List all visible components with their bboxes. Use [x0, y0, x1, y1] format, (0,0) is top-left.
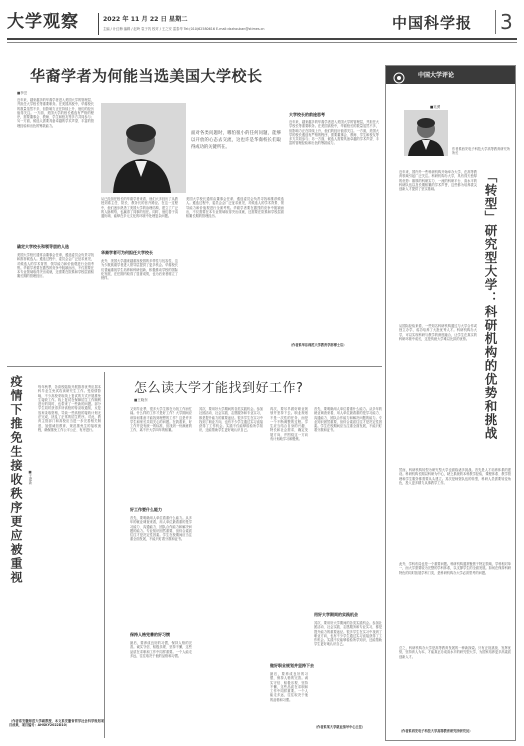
- top-article-col3: 美国大学校长通常由董事会任命，遴选委员会负责寻找和推荐候选人。遴选过程中，委员会会广泛征求意见，对候选人的学术背景、领导能力和价值观进行全面考察。华裔学者要在激烈的竞争中脱颖而出，不仅需要在本专业领域取得突出成就，还需要在院系和学校层面积累长期的管理经历。: [186, 197, 284, 219]
- bottom-article-subhead-1: 好工作要什么能力: [130, 507, 162, 512]
- vertical-body-1: 每年秋季，各高校陆续开展推荐优秀应届本科毕业生免试攻读研究生工作。受疫情影响，不少高校采取线上复试的方式开展推免生接收工作。线上复试在保障招生工作顺利进行的同时，也带来了一些新的问题。部分学生同时获得多所高校的待录取通知，反复放弃录取资格，导致一些高校的接收计划无法完成，扰乱了正常的招生秩序。对此，教育主管部门和高校应当进一步完善相关制度，加强诚信教育，规范推免生的接收流程，确保推免工作公平公正、有序进行。: [38, 385, 101, 432]
- column-body-3: 然而，科研机构转型为研究型大学也面临诸多挑战。首先是人才培养体系的建设。科研机构长期以科研为中心，缺乏系统的本科教学经验，课程体系、教学管理和学生服务都需要从头建立。其次是师资队伍的转型，科研人员需要转变角色，投入更多精力从事教学工作。: [399, 468, 511, 485]
- bottom-article-col4-a: 首先，要明确用人单位看重什么能力。从多年的就业调查来看，用人单位最看重的是学习能力、沟通能力、团队合作能力和解决问题的能力。专业知识固然重要，但综合素质往往才是决定性因素。学生在校期间应当注重全面发展，不能只盯着分数和证书。: [314, 407, 382, 433]
- bottom-article-subhead-3: 做好职业规划并坚持下去: [270, 663, 314, 668]
- column-body-2: 从国际经验来看，一些知名科研机构通过与大学合作或独立办学，成功培养了大批优秀人才。科研机构办大学，可以实现科研与教学的深度融合，让学生在真实的科研环境中成长，这是传统大学难以比拟的优势。: [399, 324, 477, 341]
- paper-name: 中国科学报: [392, 14, 473, 32]
- vertical-byline: ■王建新: [28, 470, 32, 485]
- column-emblem-icon: [393, 69, 405, 81]
- masthead-divider: [98, 13, 99, 35]
- top-article-col4: 近年来，越来越多的华裔学者进入美国大学的管理层，并担任大学校长等重要职务。在美国高校中，华裔校长的数量虽然不多，但影响力正在持续上升，他们的经历值得关注。一方面，美国大学的校长遴选有严格的程序，需要董事会、教师、学生和校友等多方共同参与；另一方面，候选人需要具备卓越的学术声望、丰富的管理经验和出色的筹款能力。: [289, 120, 379, 146]
- column-author-photo: [404, 110, 448, 156]
- column-label: 中国大学评论: [418, 72, 455, 79]
- bottom-article-byline: ■王晓东: [134, 398, 148, 402]
- bottom-article-col3-a: 再次，要尽早做好职业规划并坚持下去。职业规划不是一次性的任务，而是一个不断调整的过程。学生应当结合自身的兴趣、特长和社会需求，确定发展方向，并围绕这一方向有计划地学习和锻炼。: [270, 407, 308, 442]
- vertical-divider: [104, 372, 105, 738]
- page-number: 3: [495, 10, 522, 34]
- bottom-article-subhead-4: 保持人格完善的好习惯: [130, 632, 170, 637]
- bottom-article-title: 怎么读大学才能找到好工作?: [134, 381, 304, 396]
- top-article-note: （作者系华东师范大学教育学部博士后）: [289, 343, 347, 347]
- top-article-byline: ■李芸: [17, 91, 28, 95]
- pull-quote: 面对各类问题时，哪怕很小的任何问题，能够以开放的心态去交流，这也许是华裔校长们取得成功的关键所在。: [191, 131, 281, 150]
- top-article-subhead-3: 大学校长的前途思考: [289, 112, 325, 117]
- top-article-title: 华裔学者为何能当选美国大学校长: [30, 67, 263, 85]
- top-article-col2-b: 此外，美国大学越来越重视校园的多样性与包容性，这为少数族裔学者进入领导层提供了更多机会。华裔校长们普遍重视学生培养和科研创新，积极推动学校的国际化发展，在任期内取得了显著成绩，也为后来者树立了榜样。: [101, 259, 178, 281]
- bottom-article-col1-c: 最后，要养成良好的习惯，保持人格的完善。诚实守信、积极乐观、坚持不懈，这些品质在求职和工作中同样重要。一个人能走多远，往往取决于他的品格和习惯。: [130, 641, 192, 658]
- top-article-col2: 从已经担任校长的华裔学者来看，他们大多经历了从教授到系主任、院长、教务长的晋升路径。在这一过程中，他们逐步熟悉了美国大学的治理结构，建立了广泛的人脉网络，也赢得了同事的信任。同时，他们善于沟通协调，能够在多元文化的环境中处理复杂问题。: [101, 197, 178, 219]
- bottom-article-col4-b: 其次，要用好大学期间的各类实践机会。参加社团活动、社会实践、志愿服务和专业实习，都是提升能力的重要途径。很多学生在实习中找到了职业方向，也有不少学生通过实习直接获得了工作机会。实践不仅能够检验所学知识，还能帮助学生更好地认识自己。: [314, 621, 382, 647]
- masthead-rule: [7, 38, 517, 40]
- column-note: （作者系西安电子科技大学高等教育研究所研究员）: [399, 729, 473, 733]
- top-article-col1-a: 近年来，越来越多的华裔学者进入美国大学的管理层，并担任大学校长等重要职务。在美国高校中，华裔校长的数量虽然不多，但影响力正在持续上升，他们的经历值得关注。一方面，美国大学的校长遴选有严格的程序，需要董事会、教师、学生和校友等多方共同参与；另一方面，候选人需要具备卓越的学术声望、丰富的管理经验和出色的筹款能力。: [17, 98, 94, 128]
- column-body-4: 此外，学科布局也是一个重要问题。科研机构通常聚焦于特定领域，学科相对单一，而大学需要较为完整的学科体系，以支撑学生的全面发展。如何在保持科研特色的同时拓展学科门类，是科研机构办大学必须思考的问题。: [399, 562, 511, 575]
- credit-line: 主编 / 计红梅 编辑 / 赵岭 袁子芮 校对 / 王之安 雷泰华 Tel:(010)62580616 E-mail:dxzhoukan@stimes.cn: [103, 27, 265, 31]
- section-title: 大学观察: [7, 12, 79, 32]
- column-title: 「转型」研究型大学：科研机构的优势和挑战: [483, 170, 498, 440]
- date-line: 2022 年 11 月 22 日 星期二: [103, 16, 188, 23]
- vertical-headline: 疫情下推免生接收秩序更应被重视: [9, 375, 23, 585]
- bottom-article-col1-b: 首先，要明确用人单位看重什么能力。从多年的就业调查来看，用人单位最看重的是学习能力、沟通能力、团队合作能力和解决问题的能力。专业知识固然重要，但综合素质往往才是决定性因素。学生在校期间应当注重全面发展，不能只盯着分数和证书。: [130, 516, 192, 542]
- vertical-note: （作者系安徽师范大学副教授，本文系安徽省哲学社会科学规划项目成果，项目编号：AHSKY2022D10）: [9, 719, 104, 728]
- column-body-1: 近年来，国内外一些科研机构开始举办大学，在高等教育领域引起广泛关注。科研机构办大学，具有得天独厚的优势：雄厚的科研实力、一流的科研平台、高水平的科研队伍以及长期积累的学术声誉，这些都为培养拔尖创新人才提供了坚实基础。: [399, 170, 477, 192]
- bottom-article-col3-b: 最后，要养成良好的习惯，保持人格的完善。诚实守信、积极乐观、坚持不懈，这些品质在求职和工作中同样重要。一个人能走多远，往往取决于他的品格和习惯。: [270, 672, 308, 702]
- masthead-rule-thin: [7, 42, 517, 43]
- bottom-article-note: （作者系某大学就业指导中心主任）: [314, 725, 365, 729]
- author-photo: [101, 103, 186, 193]
- bottom-article-col1-a: 又到毕业季，很多大学生都在为找工作而忙碌。什么样的工作才是好工作？大学期间应该如何准备才能找到理想的工作？这是许多学生和家长共同关心的问题。在我看来，好工作并没有统一的标准，但找到一份满意的工作，离不开大学四年的积累。: [130, 407, 192, 433]
- top-article-col1-b: 美国大学校长通常由董事会任命，遴选委员会负责寻找和推荐候选人。遴选过程中，委员会会广泛征求意见，对候选人的学术背景、领导能力和价值观进行全面考察。华裔学者要在激烈的竞争中脱颖而出，不仅需要在本专业领域取得突出成就，还需要在院系和学校层面积累长期的管理经历。: [17, 253, 94, 279]
- bottom-article-col2: 其次，要用好大学期间的各类实践机会。参加社团活动、社会实践、志愿服务和专业实习，都是提升能力的重要途径。很多学生在实习中找到了职业方向，也有不少学生通过实习直接获得了工作机会。实践不仅能够检验所学知识，还能帮助学生更好地认识自己。: [199, 407, 263, 433]
- column-author-byline: ■吴勇: [430, 105, 441, 109]
- column-author-caption: 作者系西安电子科技大学高等教育研究所所长: [452, 147, 510, 156]
- top-article-subhead-1: 确定大学校长和领导层的人选: [17, 244, 69, 249]
- column-body-5: 总之，科研机构办大学是高等教育发展的一种新探索。只有正视挑战、发挥优势，坚持育人为本，才能真正办成高水平的研究型大学，为国家培养更多高素质创新人才。: [399, 646, 511, 659]
- bottom-article-subhead-2: 用好大学期间的实践机会: [314, 612, 358, 617]
- top-article-divider: [7, 366, 382, 367]
- top-article-subhead-2: 华裔学者可为何担任大学校长: [101, 250, 153, 255]
